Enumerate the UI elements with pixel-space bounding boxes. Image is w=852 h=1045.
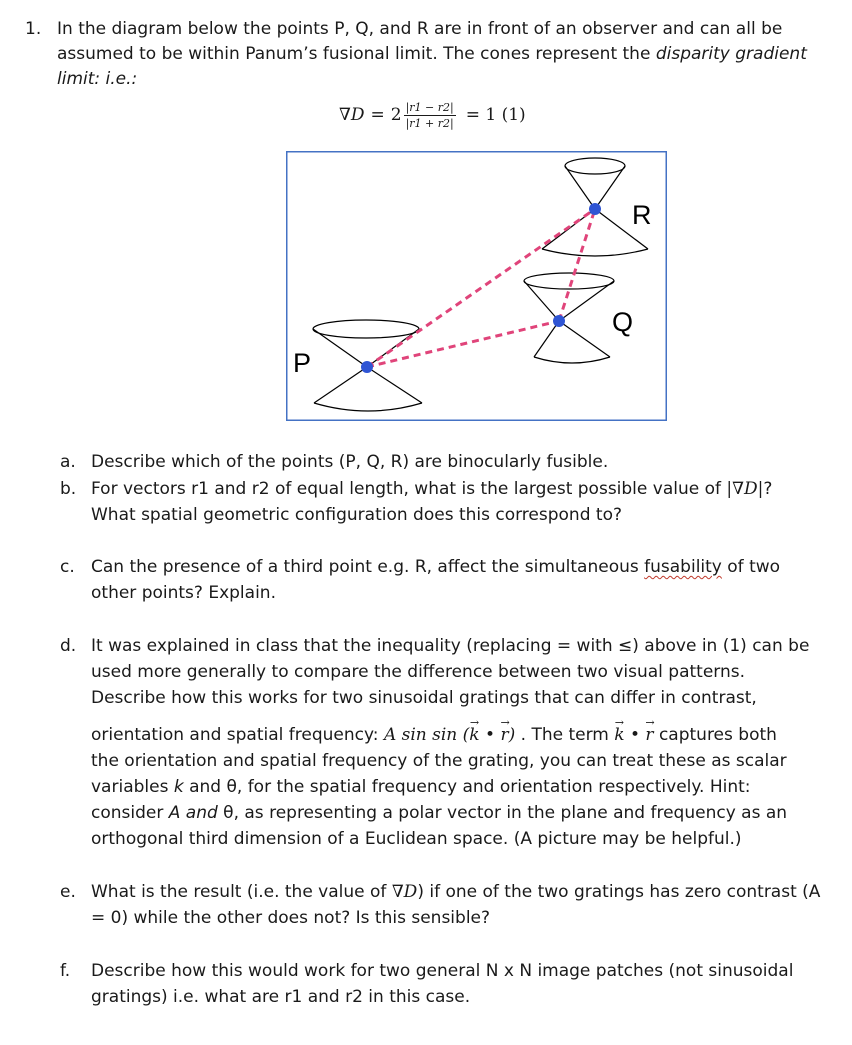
- formula-end: ): [508, 725, 516, 745]
- equation-rhs: = 1 (1): [465, 104, 526, 125]
- part-e-label: e.: [60, 882, 76, 902]
- part-b-line-2: What spatial geometric configuration does this correspond to?: [91, 505, 622, 525]
- part-b-line-1: [91, 477, 772, 502]
- vector-k: → k: [469, 723, 479, 748]
- part-c-spellcheck-word: fusability: [644, 557, 722, 577]
- part-d-l6-pre: variables: [91, 777, 174, 797]
- vector-r: → r: [500, 723, 508, 748]
- intro-line-2: [57, 42, 807, 67]
- part-b-label: b.: [60, 479, 77, 499]
- label-q: Q: [612, 307, 634, 337]
- part-e-line-1: [91, 880, 820, 905]
- part-b-math: |∇D|: [726, 479, 764, 499]
- part-e-text: What is the result (i.e. the value of: [91, 882, 392, 902]
- equation: [339, 98, 526, 132]
- part-b-text: For vectors r1 and r2 of equal length, what is the largest possible value of: [91, 479, 727, 499]
- intro-line-3: limit: i.e.:: [57, 69, 138, 89]
- part-c-line-2: other points? Explain.: [91, 583, 276, 603]
- part-c-text: Can the presence of a third point e.g. R, affect the simultaneous: [91, 557, 645, 577]
- part-d-line-5: the orientation and spatial frequency of the grating, you can treat these as scalar: [91, 751, 787, 771]
- part-d-end: captures both: [653, 725, 777, 745]
- figure-border: [287, 152, 667, 421]
- part-e-text-end: ) if one of the two gratings has zero contrast (A: [417, 882, 821, 902]
- formula-dot: •: [479, 725, 501, 745]
- equation-fraction: [404, 101, 456, 130]
- part-f-label: f.: [60, 961, 71, 981]
- label-p: P: [293, 348, 312, 378]
- part-b-qmark: ?: [763, 479, 773, 499]
- variable-a-and: A and: [168, 803, 218, 823]
- equation-equals: =: [370, 104, 385, 125]
- part-d-line-1: It was explained in class that the inequality (replacing = with ≤) above in (1) can be: [91, 636, 810, 656]
- part-e-line-2: = 0) while the other does not? Is this sensible?: [91, 908, 491, 928]
- term-vector-r: → r: [645, 723, 653, 748]
- part-d-line-3: Describe how this works for two sinusoidal gratings that can differ in contrast,: [91, 688, 757, 708]
- intro-text: assumed to be within Panum’s fusional limit. The cones represent the: [57, 44, 656, 64]
- part-e-math: ∇D: [391, 882, 418, 902]
- label-r: R: [632, 200, 652, 230]
- term-vector-k: → k: [614, 723, 624, 748]
- equation-lhs: ∇D: [339, 104, 365, 125]
- part-d-line-2: used more generally to compare the difference between two visual patterns.: [91, 662, 746, 682]
- part-d-line-8: orthogonal third dimension of a Euclidean space. (A picture may be helpful.): [91, 829, 742, 849]
- part-d-l7-rest: θ, as representing a polar vector in the plane and frequency as an: [217, 803, 788, 823]
- formula-start: A sin sin (: [383, 725, 470, 745]
- variable-k: k: [173, 777, 184, 797]
- part-a-label: a.: [60, 452, 76, 472]
- equation-denominator: |r1 + r2|: [405, 116, 454, 130]
- term-k-dot-r: [614, 725, 653, 745]
- grating-formula: [384, 725, 515, 745]
- part-d-text: orientation and spatial frequency:: [91, 725, 384, 745]
- equation-numerator: |r1 − r2|: [405, 100, 454, 114]
- question-number: 1.: [25, 19, 42, 39]
- part-c-label: c.: [60, 557, 75, 577]
- part-f-line-1: Describe how this would work for two general N x N image patches (not sinusoidal: [91, 961, 794, 981]
- point-p: [361, 361, 373, 373]
- part-d-l6-rest: and θ, for the spatial frequency and orientation respectively. Hint:: [183, 777, 751, 797]
- part-c-line-1: [91, 555, 780, 580]
- part-a-line-1: Describe which of the points (P, Q, R) are binocularly fusible.: [91, 452, 609, 472]
- part-d-line-6: [91, 775, 751, 800]
- part-d-l7-pre: consider: [91, 803, 169, 823]
- intro-line-1: In the diagram below the points P, Q, and R are in front of an observer and can all be: [57, 19, 783, 39]
- equation-coefficient: 2: [390, 104, 402, 125]
- point-q: [553, 315, 565, 327]
- part-d-line-7: [91, 801, 787, 826]
- part-c-text-end: of two: [721, 557, 781, 577]
- part-d-line-4: [91, 723, 777, 748]
- term-dot: •: [624, 725, 646, 745]
- part-d-label: d.: [60, 636, 77, 656]
- disparity-cones-diagram: [286, 151, 667, 421]
- part-f-line-2: gratings) i.e. what are r1 and r2 in this case.: [91, 987, 471, 1007]
- disparity-gradient-term: disparity gradient: [655, 44, 807, 64]
- part-d-mid: . The term: [515, 725, 615, 745]
- point-r: [589, 203, 601, 215]
